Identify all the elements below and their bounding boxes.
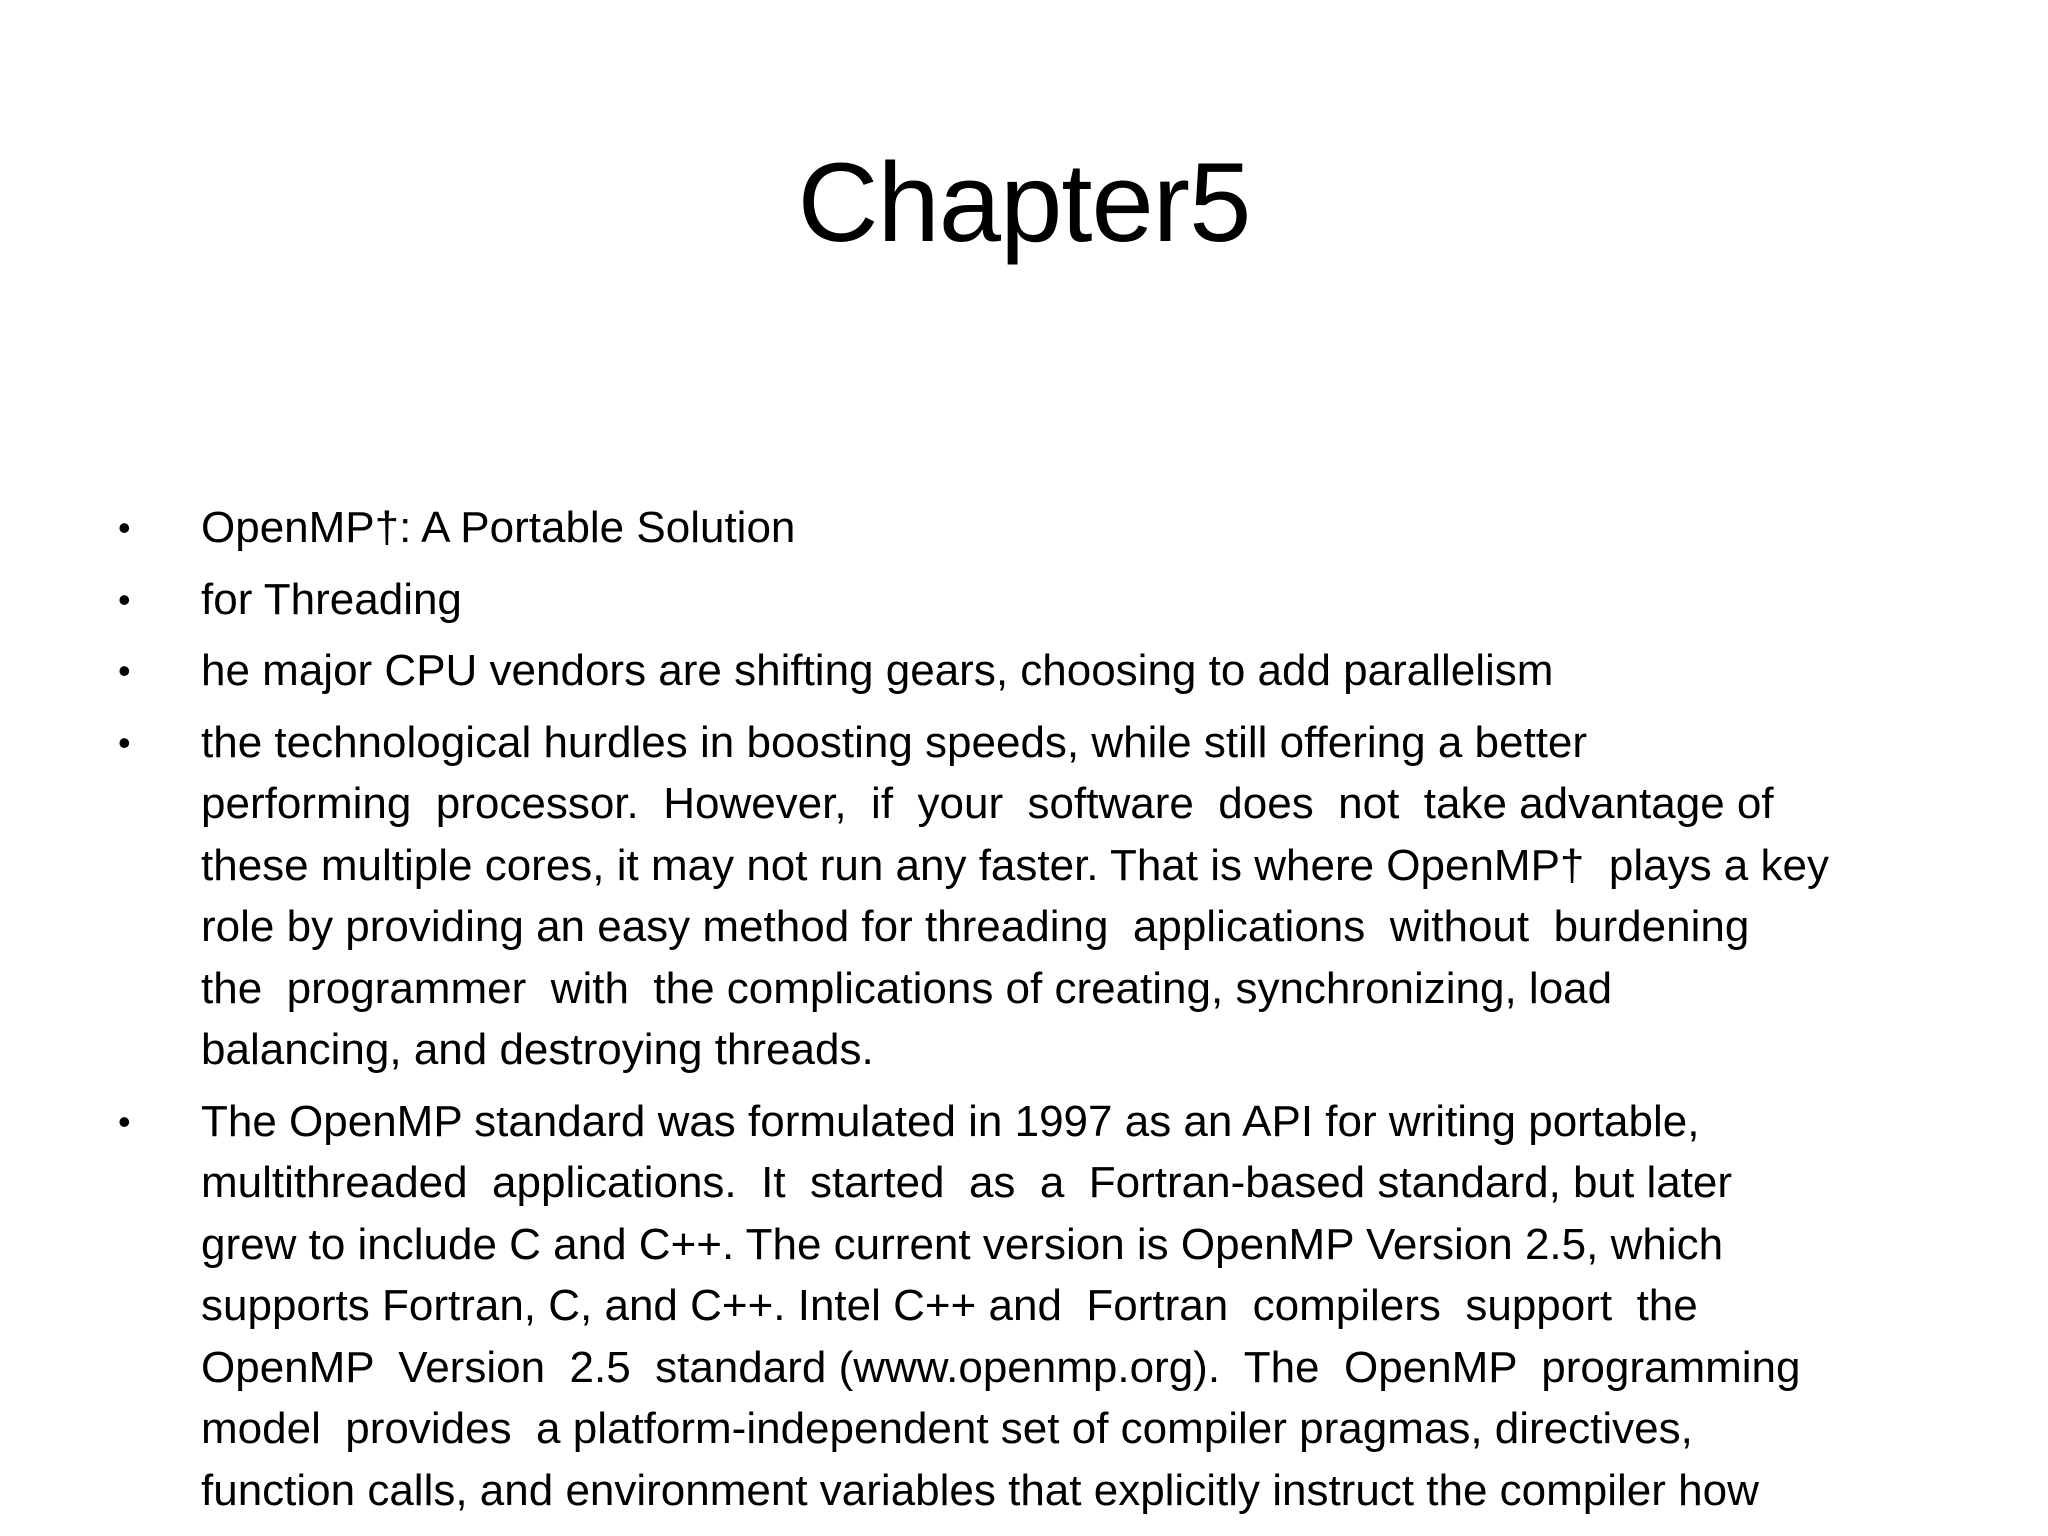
bullet-icon: • (118, 650, 131, 691)
list-item-text: The OpenMP standard was formulated in 1997 as an API for writing portable, multithreaded applications. It started as a Fortran-based standard, but later grew to include C and C++. The current version is OpenMP Version 2.5, which supports Fortran, C, and C++. Intel C++ and Fortran compilers support the OpenMP Version 2.5 standard (www.openmp.org). The OpenMP programming model provides a platform-independent set of compiler pragmas, directives, function calls, and environment variables that explicitly instruct the compiler how (201, 1096, 1801, 1515)
bullet-icon: • (118, 578, 131, 620)
bullet-icon: • (118, 1100, 131, 1142)
list-item (118, 640, 1978, 702)
bullet-icon: • (118, 721, 131, 763)
list-item (118, 1091, 1978, 1522)
list-item (118, 712, 1978, 1081)
bullet-list (118, 497, 1978, 1531)
slide-title: Chapter5 (797, 140, 1251, 265)
list-item (118, 569, 1978, 631)
list-item-text: he major CPU vendors are shifting gears, choosing to add parallelism (201, 646, 1554, 695)
list-item-text: the technological hurdles in boosting speeds, while still offering a better performing processor. However, if your software does not take advantage of these multiple cores, it may not run any faster. That is where OpenMP† plays a key role by providing an easy method for threading applications without burdening the programmer with the complications of creating, synchronizing, load balancing, and destroying threads. (201, 717, 1829, 1074)
bullet-icon: • (118, 507, 131, 548)
list-item (118, 497, 1978, 559)
list-item-text: OpenMP†: A Portable Solution (201, 503, 796, 552)
list-item-text: for Threading (201, 574, 462, 624)
